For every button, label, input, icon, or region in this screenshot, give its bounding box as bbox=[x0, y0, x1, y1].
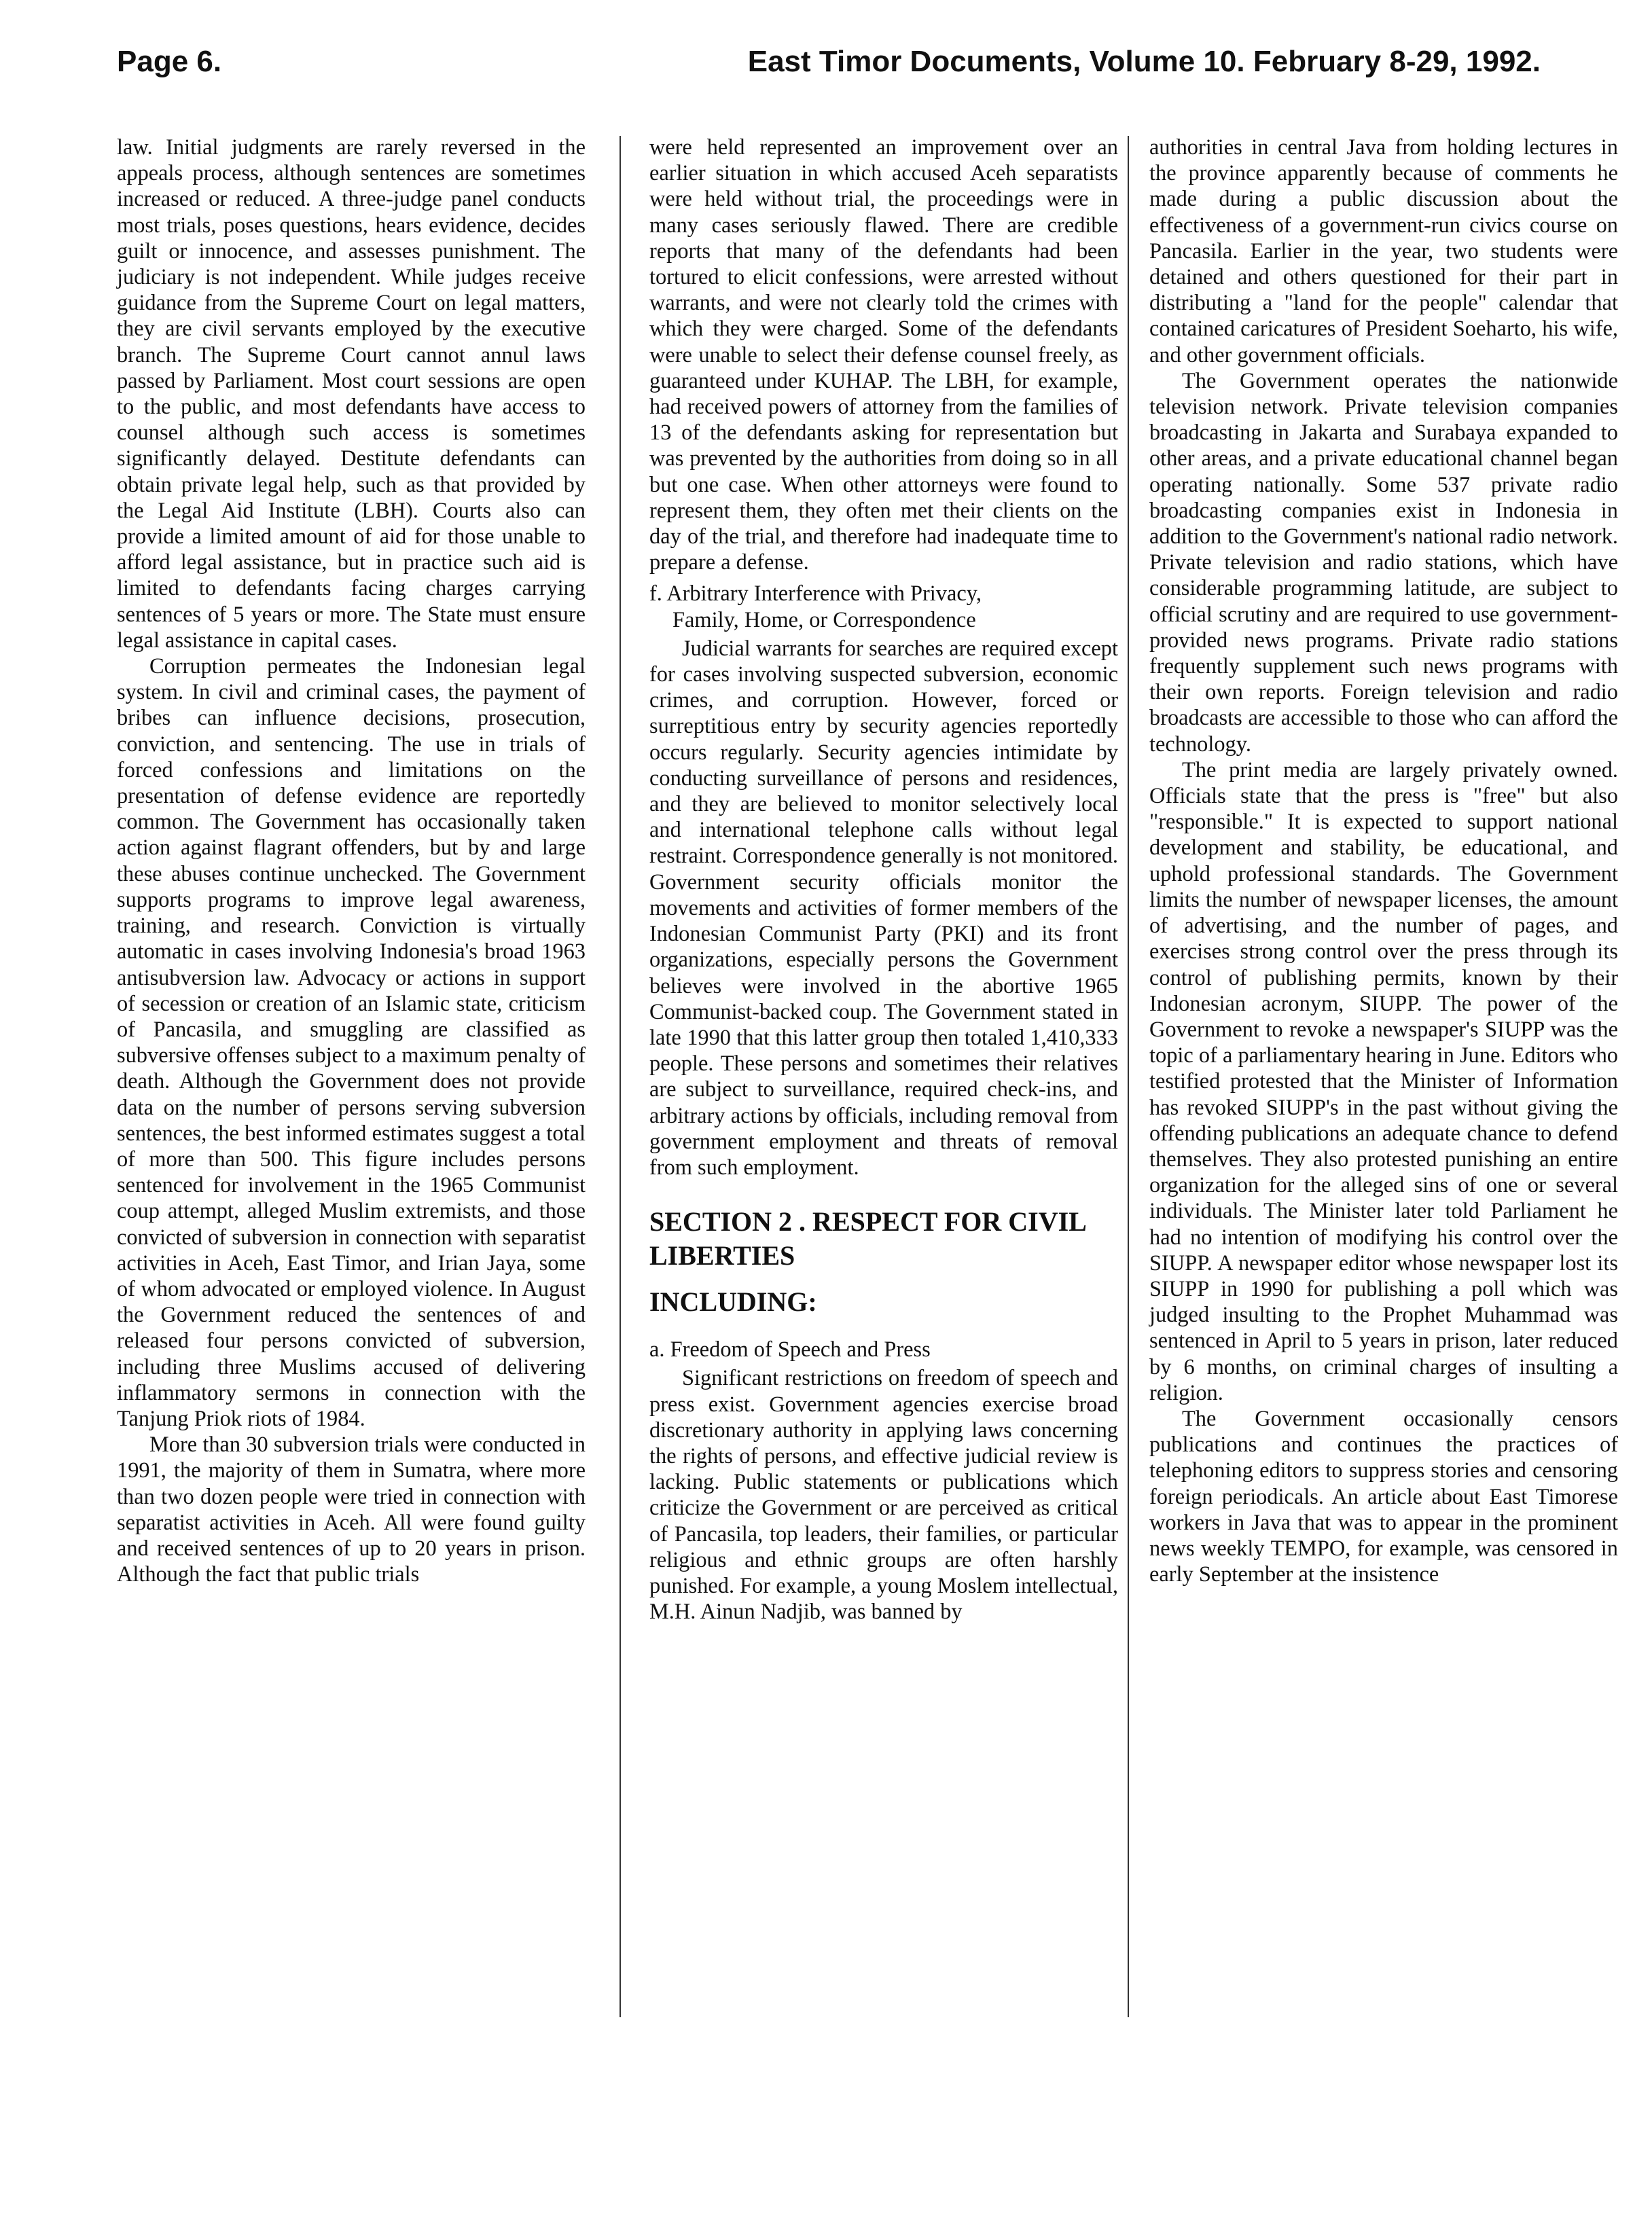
paragraph: More than 30 subversion trials were conducted in 1991, the majority of them in Sumatra, where more than two dozen people were tried in connection with separatist activities in Aceh. All were found guilty and received sentences of up to 20 years in prison. Although the fact that public trials bbox=[117, 1432, 586, 1587]
paragraph: law. Initial judgments are rarely reversed in the appeals process, although sentences are sometimes increased or reduced. A three-judge panel conducts most trials, poses questions, hears evidence, decides guilt or innocence, and assesses punishment. The judiciary is not independent. While judges receive guidance from the Supreme Court on legal matters, they are civil servants employed by the executive branch. The Supreme Court cannot annul laws passed by Parliament. Most court sessions are open to the public, and most defendants have access to counsel although such access is sometimes significantly delayed. Destitute defendants can obtain private legal help, such as that provided by the Legal Aid Institute (LBH). Courts also can provide a limited amount of aid for those unable to afford legal assistance, but in practice such aid is limited to defendants facing charges carrying sentences of 5 years or more. The State must ensure legal assistance in capital cases. bbox=[117, 135, 586, 653]
column-1 bbox=[117, 134, 586, 1587]
publication-title: East Timor Documents, Volume 10. February 8-29, 1992. bbox=[747, 45, 1541, 78]
paragraph: The print media are largely privately owned. Officials state that the press is "free" but also "responsible." It is expected to support national development and stability, be educational, and uphold professional standards. The Government limits the number of newspaper licenses, the amount of advertising, and the number of pages, and exercises strong control over the press through its control of publishing permits, known by their Indonesian acronym, SIUPP. The power of the Government to revoke a newspaper's SIUPP was the topic of a parliamentary hearing in June. Editors who testified protested that the Minister of Information has revoked SIUPP's in the past without giving the offending publications an adequate chance to defend themselves. They also protested punishing an entire organization for the alleged sins of one or several individuals. The Minister later told Parliament he had no intention of modifying his control over the SIUPP. A newspaper editor whose newspaper lost its SIUPP in 1990 for publishing a poll which was judged insulting to the Prophet Muhammad was sentenced in April to 5 years in prison, later reduced by 6 months, on criminal charges of insulting a religion. bbox=[1149, 757, 1618, 1405]
paragraph: The Government occasionally censors publications and continues the practices of telephoning editors to suppress stories and censoring foreign periodicals. An article about East Timorese workers in Java that was to appear in the prominent news weekly TEMPO, for example, was censored in early September at the insistence bbox=[1149, 1406, 1618, 1587]
paragraph: Corruption permeates the Indonesian legal system. In civil and criminal cases, the payment of bribes can influence decisions, prosecution, conviction, and sentencing. The use in trials of forced confessions and limitations on the presentation of defense evidence are reportedly common. The Government has occasionally taken action against flagrant offenders, but by and large these abuses continue unchecked. The Government supports programs to improve legal awareness, training, and research. Conviction is virtually automatic in cases involving Indonesia's broad 1963 antisubversion law. Advocacy or actions in support of secession or creation of an Islamic state, criticism of Pancasila, and smuggling are classified as subversive offenses subject to a maximum penalty of death. Although the Government does not provide data on the number of persons serving subversion sentences, the best informed estimates suggest a total of more than 500. This figure includes persons sentenced for involvement in the 1965 Communist coup attempt, alleged Muslim extremists, and those convicted of subversion in connection with separatist activities in Aceh, East Timor, and Irian Jaya, some of whom advocated or employed violence. In August the Government reduced the sentences of and released four persons convicted of subversion, including three Muslims accused of delivering inflammatory sermons in connection with the Tanjung Priok riots of 1984. bbox=[117, 654, 586, 1431]
subsection-heading-a: a. Freedom of Speech and Press bbox=[649, 1337, 931, 1362]
paragraph: Significant restrictions on freedom of speech and press exist. Government agencies exercise broad discretionary authority in applying laws concerning the rights of persons, and effective judicial review is lacking. Public statements or publications which criticize the Government or are perceived as critical of Pancasila, top leaders, their families, or particular religious and ethnic groups are often harshly punished. For example, a young Moslem intellectual, M.H. Ainun Nadjib, was banned by bbox=[649, 1366, 1118, 1625]
column-divider bbox=[1128, 136, 1129, 2017]
paragraph: authorities in central Java from holding lectures in the province apparently because of comments he made during a public discussion about the effectiveness of a government-run civics course on Pancasila. Earlier in the year, two students were detained and others questioned for their part in distributing a "land for the people" calendar that contained caricatures of President Soeharto, his wife, and other government officials. bbox=[1149, 135, 1618, 367]
column-3 bbox=[1149, 134, 1618, 1587]
page-header bbox=[0, 35, 1652, 96]
column-divider bbox=[620, 136, 621, 2017]
column-2 bbox=[649, 134, 1118, 1625]
paragraph: were held represented an improvement over an earlier situation in which accused Aceh separatists were held without trial, the proceedings were in many cases seriously flawed. There are credible reports that many of the defendants had been tortured to elicit confessions, were arrested without warrants, and were not clearly told the crimes with which they were charged. Some of the defendants were unable to select their defense counsel freely, as guaranteed under KUHAP. The LBH, for example, had received powers of attorney from the families of 13 of the defendants asking for representation but was prevented by the authorities from doing so in all but one case. When other attorneys were found to represent them, they often met their clients on the day of the trial, and therefore had inadequate time to prepare a defense. bbox=[649, 135, 1118, 575]
paragraph: The Government operates the nationwide television network. Private television companies broadcasting in Jakarta and Surabaya expanded to other areas, and a private educational channel began operating nationally. Some 537 private radio broadcasting companies exist in Indonesia in addition to the Government's national radio network. Private television and radio stations, which have considerable programming latitude, are subject to official scrutiny and are required to use government-provided news programs. Private radio stations frequently supplement such news programs with their own reports. Foreign television and radio broadcasts are accessible to those who can afford the technology. bbox=[1149, 368, 1618, 757]
subsection-heading-f bbox=[649, 581, 1118, 632]
section-heading: SECTION 2 . RESPECT FOR CIVIL LIBERTIES bbox=[649, 1206, 1085, 1271]
subsection-heading-line: Family, Home, or Correspondence bbox=[672, 607, 976, 632]
subsection-heading-line: f. Arbitrary Interference with Privacy, bbox=[649, 581, 982, 607]
paragraph: Judicial warrants for searches are required except for cases involving suspected subversion, economic crimes, and corruption. However, forced or surreptitious entry by security agencies reportedly occurs regularly. Security agencies intimidate by conducting surveillance of persons and residences, and they are believed to monitor selectively local and international telephone calls without legal restraint. Correspondence generally is not monitored. Government security officials monitor the movements and activities of former members of the Indonesian Communist Party (PKI) and its front organizations, especially persons the Government believes were involved in the abortive 1965 Communist-backed coup. The Government stated in late 1990 that this latter group then totaled 1,410,333 people. These persons and sometimes their relatives are subject to surveillance, required check-ins, and arbitrary actions by officials, including removal from government employment and threats of removal from such employment. bbox=[649, 636, 1118, 1180]
section-subheading: INCLUDING: bbox=[649, 1286, 817, 1318]
page-number: Page 6. bbox=[117, 45, 222, 78]
